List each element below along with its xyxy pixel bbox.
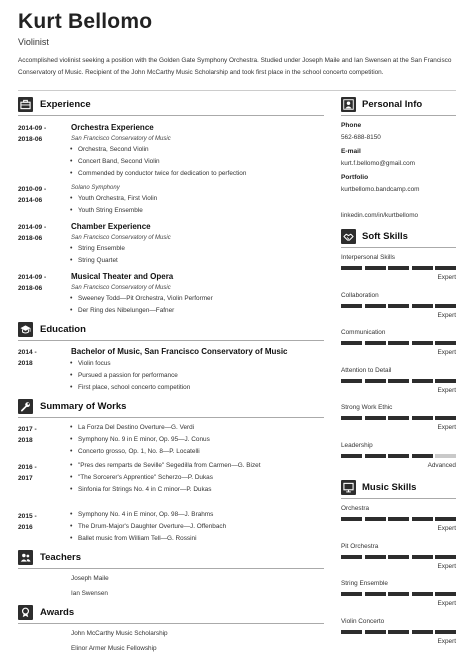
skill-rating-segment xyxy=(412,266,433,270)
skill-rating-segment xyxy=(435,379,456,383)
experience-heading: Experience xyxy=(40,99,91,110)
list-item: • Concert Band, Second Violin xyxy=(78,158,160,165)
wrench-icon xyxy=(18,399,33,414)
skill-rating-segment xyxy=(341,379,362,383)
education-heading: Education xyxy=(40,324,86,335)
header-divider xyxy=(18,90,456,91)
skill-rating-segment xyxy=(412,379,433,383)
skill-rating-segment xyxy=(412,555,433,559)
list-item: • Commended by conductor twice for dedication to perfection xyxy=(78,170,246,177)
list-item: • Concerto grosso, Op. 1, No. 8—P. Locatelli xyxy=(78,448,200,455)
skill-rating-bar xyxy=(341,379,456,383)
list-item: • Youth String Ensemble xyxy=(78,207,143,214)
skill-rating-segment xyxy=(365,266,386,270)
skill-rating-segment xyxy=(435,517,456,521)
skill-level: Advanced xyxy=(427,461,456,469)
experience-rule xyxy=(18,115,324,116)
list-item: • Violin focus xyxy=(78,360,111,367)
skill-name: Strong Work Ethic xyxy=(341,404,393,411)
entry-dates: 2014-09 - 2018-06 xyxy=(18,224,47,242)
skill-rating-segment xyxy=(412,454,433,458)
list-item: • Ballet music from William Tell—G. Rossini xyxy=(78,535,197,542)
skill-rating-segment xyxy=(412,592,433,596)
skill-rating-segment xyxy=(365,630,386,634)
teachers-rule xyxy=(18,568,324,569)
skill-rating-bar xyxy=(341,454,456,458)
entry-dates: 2014 - 2018 xyxy=(18,349,37,367)
personal-info-rule xyxy=(341,115,456,116)
education-rule xyxy=(18,340,324,341)
entry-title: Musical Theater and Opera xyxy=(71,272,174,281)
entry-dates: 2014-09 - 2018-06 xyxy=(18,274,47,292)
skill-rating-segment xyxy=(388,341,409,345)
skill-rating-bar xyxy=(341,592,456,596)
skill-rating-segment xyxy=(365,454,386,458)
skill-level: Expert xyxy=(437,311,456,319)
list-item: • String Quartet xyxy=(78,257,118,264)
entry-dates: 2015 - 2016 xyxy=(18,513,37,531)
skill-rating-segment xyxy=(412,416,433,420)
teachers-heading: Teachers xyxy=(40,552,82,563)
award-icon xyxy=(18,605,33,620)
entry-dates: 2010-09 - 2014-06 xyxy=(18,186,47,204)
profile-summary: Accomplished violinist seeking a position with the Golden Gate Symphony Orchestra. Studied under Joseph Maile and Ian Swensen at the San Francisco Conservatory of Music. Recipient of the John McCarthy Music Scholarship and took first place in the school concerto competition. xyxy=(18,57,452,77)
skill-rating-segment xyxy=(435,592,456,596)
skill-rating-bar xyxy=(341,630,456,634)
skill-name: Communication xyxy=(341,329,386,336)
soft-skills-rule xyxy=(341,247,456,248)
list-item: • The Drum-Major's Daughter Overture—J. Offenbach xyxy=(78,523,226,530)
list-item: • Pursued a passion for performance xyxy=(78,372,178,379)
skill-rating-segment xyxy=(435,630,456,634)
skill-rating-segment xyxy=(341,341,362,345)
skill-rating-segment xyxy=(388,517,409,521)
phone-label: Phone xyxy=(341,122,362,129)
skill-name: Pit Orchestra xyxy=(341,542,379,550)
skill-rating-segment xyxy=(365,555,386,559)
skill-level: Expert xyxy=(437,386,456,394)
soft-skills-heading: Soft Skills xyxy=(362,231,408,242)
skill-rating-segment xyxy=(365,341,386,345)
list-item: • La Forza Del Destino Overture—G. Verdi xyxy=(78,424,194,431)
person-icon xyxy=(341,97,356,112)
list-item: • Orchestra, Second Violin xyxy=(78,146,149,153)
skill-rating-segment xyxy=(341,592,362,596)
skill-rating-segment xyxy=(341,517,362,521)
skill-level: Expert xyxy=(437,424,456,431)
skill-rating-bar xyxy=(341,517,456,521)
email-label: E-mail xyxy=(341,148,361,155)
skill-name: String Ensemble xyxy=(341,580,388,587)
skill-level: Expert xyxy=(437,274,456,281)
list-item: Elinor Armer Music Fellowship xyxy=(71,645,157,652)
skill-rating-segment xyxy=(435,266,456,270)
skill-name: Violin Concerto xyxy=(341,617,385,625)
email-value[interactable]: kurt.f.bellomo@gmail.com xyxy=(341,160,415,167)
skill-rating-segment xyxy=(341,416,362,420)
handshake-icon xyxy=(341,229,356,244)
music-skills-heading: Music Skills xyxy=(362,482,417,493)
skill-rating-segment xyxy=(365,379,386,383)
awards-heading: Awards xyxy=(40,607,75,618)
list-item: Joseph Maile xyxy=(71,575,109,582)
skill-rating-bar xyxy=(341,304,456,308)
skill-rating-bar xyxy=(341,266,456,270)
entry-dates: 2017 - 2018 xyxy=(18,426,37,444)
skill-rating-segment xyxy=(341,555,362,559)
list-item: • "Pres des remparts de Seville" Segedilla from Carmen—G. Bizet xyxy=(78,462,260,469)
skill-rating-segment xyxy=(365,304,386,308)
skill-rating-segment xyxy=(365,416,386,420)
skill-level: Expert xyxy=(437,562,456,570)
personal-info-heading: Personal Info xyxy=(362,99,423,110)
list-item: Ian Swensen xyxy=(71,590,108,597)
skill-level: Expert xyxy=(437,525,456,532)
works-heading: Summary of Works xyxy=(40,401,127,412)
skill-rating-segment xyxy=(388,555,409,559)
job-title: Violinist xyxy=(18,37,49,47)
entry-company: Solano Symphony xyxy=(71,185,120,191)
skill-rating-segment xyxy=(388,592,409,596)
list-item: • "The Sorcerer's Apprentice" Scherzo—P. Dukas xyxy=(78,474,213,481)
entry-dates: 2014-09 - 2018-06 xyxy=(18,125,47,143)
skill-level: Expert xyxy=(437,600,456,607)
skill-rating-segment xyxy=(388,454,409,458)
skill-rating-bar xyxy=(341,555,456,559)
skill-rating-segment xyxy=(388,266,409,270)
skill-name: Collaboration xyxy=(341,291,379,299)
skill-rating-segment xyxy=(435,341,456,345)
entry-title: Bachelor of Music, San Francisco Conservatory of Music xyxy=(71,347,288,356)
skill-rating-bar xyxy=(341,341,456,345)
monitor-icon xyxy=(341,480,356,495)
phone-value: 562-688-8150 xyxy=(341,134,381,141)
skill-level: Expert xyxy=(437,349,456,356)
skill-rating-segment xyxy=(435,454,456,458)
list-item: • Youth Orchestra, First Violin xyxy=(78,195,157,202)
entry-company: San Francisco Conservatory of Music xyxy=(71,136,171,142)
entry-title: Chamber Experience xyxy=(71,222,151,231)
skill-rating-segment xyxy=(412,630,433,634)
skill-rating-segment xyxy=(388,379,409,383)
skill-name: Interpersonal Skills xyxy=(341,254,395,261)
list-item: • Der Ring des Nibelungen—Fafner xyxy=(78,307,174,314)
briefcase-icon xyxy=(18,97,33,112)
skill-rating-segment xyxy=(341,266,362,270)
skill-rating-segment xyxy=(388,304,409,308)
skill-name: Attention to Detail xyxy=(341,366,392,374)
linkedin-link[interactable]: linkedin.com/in/kurtbellomo xyxy=(341,212,419,219)
music-skills-rule xyxy=(341,498,456,499)
skill-rating-segment xyxy=(388,416,409,420)
list-item: • String Ensemble xyxy=(78,245,125,252)
works-rule xyxy=(18,417,324,418)
skill-rating-segment xyxy=(435,416,456,420)
entry-dates: 2016 - 2017 xyxy=(18,464,37,482)
skill-rating-segment xyxy=(341,454,362,458)
entry-title: Orchestra Experience xyxy=(71,123,154,132)
skill-rating-segment xyxy=(412,304,433,308)
skill-rating-bar xyxy=(341,416,456,420)
awards-rule xyxy=(18,623,324,624)
skill-name: Leadership xyxy=(341,441,373,449)
skill-rating-segment xyxy=(435,304,456,308)
skill-rating-segment xyxy=(365,517,386,521)
entry-company: San Francisco Conservatory of Music xyxy=(71,285,171,291)
list-item: • Sinfonia for Strings No. 4 in C minor—P. Dukas xyxy=(78,486,211,493)
list-item: • Symphony No. 4 in E minor, Op. 98—J. Brahms xyxy=(78,511,213,518)
portfolio-link[interactable]: kurtbellomo.bandcamp.com xyxy=(341,186,420,193)
list-item: • Sweeney Todd—Pit Orchestra, Violin Performer xyxy=(78,295,213,302)
skill-rating-segment xyxy=(412,341,433,345)
users-icon xyxy=(18,550,33,565)
portfolio-label: Portfolio xyxy=(341,174,369,181)
skill-name: Orchestra xyxy=(341,505,370,512)
skill-rating-segment xyxy=(365,592,386,596)
skill-rating-segment xyxy=(341,304,362,308)
list-item: • First place, school concerto competition xyxy=(78,384,190,391)
graduation-cap-icon xyxy=(18,322,33,337)
skill-rating-segment xyxy=(341,630,362,634)
list-item: • Symphony No. 9 in E minor, Op. 95—J. Conus xyxy=(78,436,210,443)
skill-rating-segment xyxy=(412,517,433,521)
skill-rating-segment xyxy=(388,630,409,634)
candidate-name: Kurt Bellomo xyxy=(18,10,153,33)
list-item: John McCarthy Music Scholarship xyxy=(71,630,168,637)
skill-level: Expert xyxy=(437,637,456,645)
entry-company: San Francisco Conservatory of Music xyxy=(71,235,171,241)
skill-rating-segment xyxy=(435,555,456,559)
